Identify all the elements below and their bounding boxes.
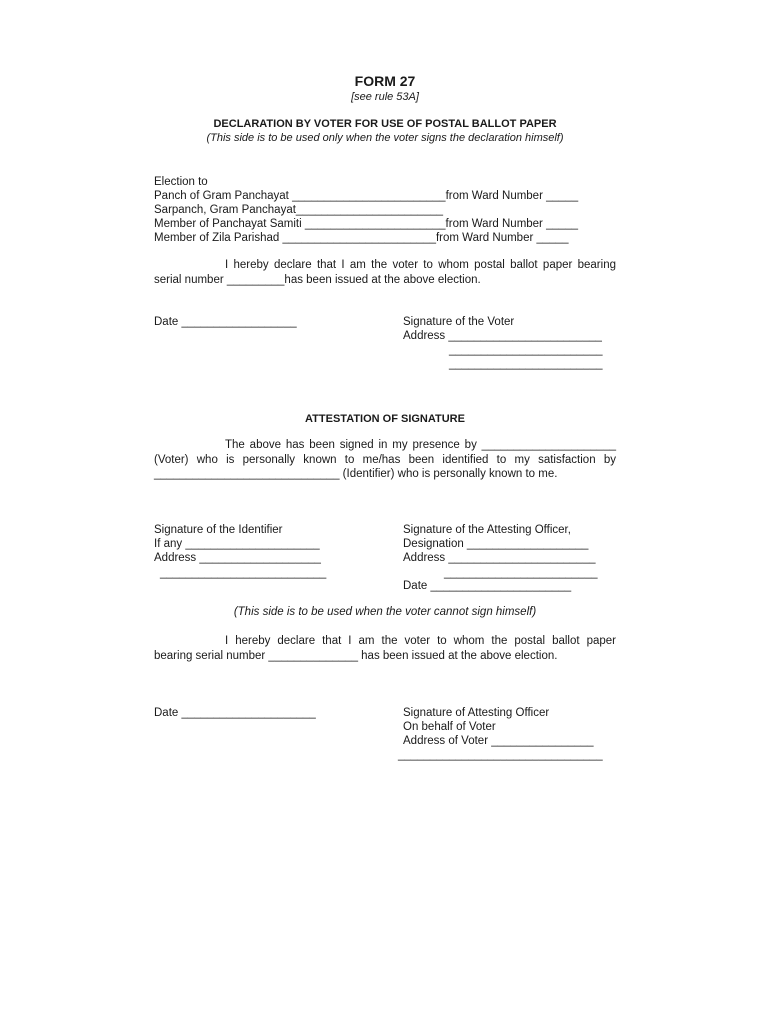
final-date-field: Date _____________________ — [154, 707, 316, 719]
identifier-if-any-field: If any _____________________ — [154, 538, 320, 550]
officer-designation-field: Designation ___________________ — [403, 538, 589, 550]
declaration-paragraph-2 — [154, 634, 616, 663]
form-title: FORM 27 — [354, 73, 416, 89]
election-line-sarpanch: Sarpanch, Gram Panchayat_______________________ — [154, 204, 444, 216]
officer-address-field: Address _______________________ — [403, 552, 596, 564]
final-on-behalf-label: On behalf of Voter — [403, 721, 496, 733]
officer-date-field: Date ______________________ — [403, 580, 572, 592]
attestation-line-2: (Voter) who is personally known to me/has been identified to my satisfaction by — [154, 453, 616, 466]
election-line-zila: Member of Zila Parishad ________________________from Ward Number _____ — [154, 232, 569, 244]
side-note-self-sign: (This side is to be used only when the voter signs the declaration himself) — [206, 132, 564, 144]
declaration-paragraph-1 — [154, 258, 616, 287]
voter-address-field: Address ________________________ — [403, 330, 602, 342]
declaration-2-line-2: bearing serial number ______________ has been issued at the above election. — [154, 649, 558, 662]
identifier-address-line-2: __________________________ — [160, 567, 327, 579]
attestation-line-1: The above has been signed in my presence by _____________________ — [225, 439, 616, 451]
election-label: Election to — [154, 176, 208, 188]
identifier-address-field: Address ___________________ — [154, 552, 321, 564]
final-voter-address-line-2: ________________________________ — [398, 749, 603, 761]
final-signature-label: Signature of Attesting Officer — [403, 707, 550, 719]
rule-reference: [see rule 53A] — [351, 91, 419, 103]
side-note-cannot-sign: (This side is to be used when the voter cannot sign himself) — [233, 606, 537, 618]
officer-address-line-2: ________________________ — [444, 567, 598, 579]
attestation-paragraph — [154, 438, 616, 482]
declaration-1-line-1: I hereby declare that I am the voter to whom postal ballot paper bearing — [225, 259, 616, 271]
election-line-samiti: Member of Panchayat Samiti ______________________from Ward Number _____ — [154, 218, 579, 230]
voter-signature-label: Signature of the Voter — [403, 316, 515, 328]
voter-date-field: Date __________________ — [154, 316, 297, 328]
attestation-line-3: _____________________________ (Identifier) who is personally known to me. — [154, 468, 558, 480]
identifier-signature-label: Signature of the Identifier — [154, 524, 283, 536]
attestation-heading: ATTESTATION OF SIGNATURE — [305, 413, 465, 425]
declaration-2-line-1: I hereby declare that I am the voter to whom the postal ballot paper — [225, 635, 616, 647]
officer-signature-label: Signature of the Attesting Officer, — [403, 524, 571, 536]
declaration-title: DECLARATION BY VOTER FOR USE OF POSTAL BALLOT PAPER — [213, 118, 557, 130]
election-line-panch: Panch of Gram Panchayat ________________________from Ward Number _____ — [154, 190, 579, 202]
voter-address-line-3: ________________________ — [449, 358, 603, 370]
declaration-1-line-2: serial number _________has been issued at the above election. — [154, 273, 481, 286]
final-voter-address-field: Address of Voter ________________ — [403, 735, 594, 747]
voter-address-line-2: ________________________ — [449, 344, 603, 356]
